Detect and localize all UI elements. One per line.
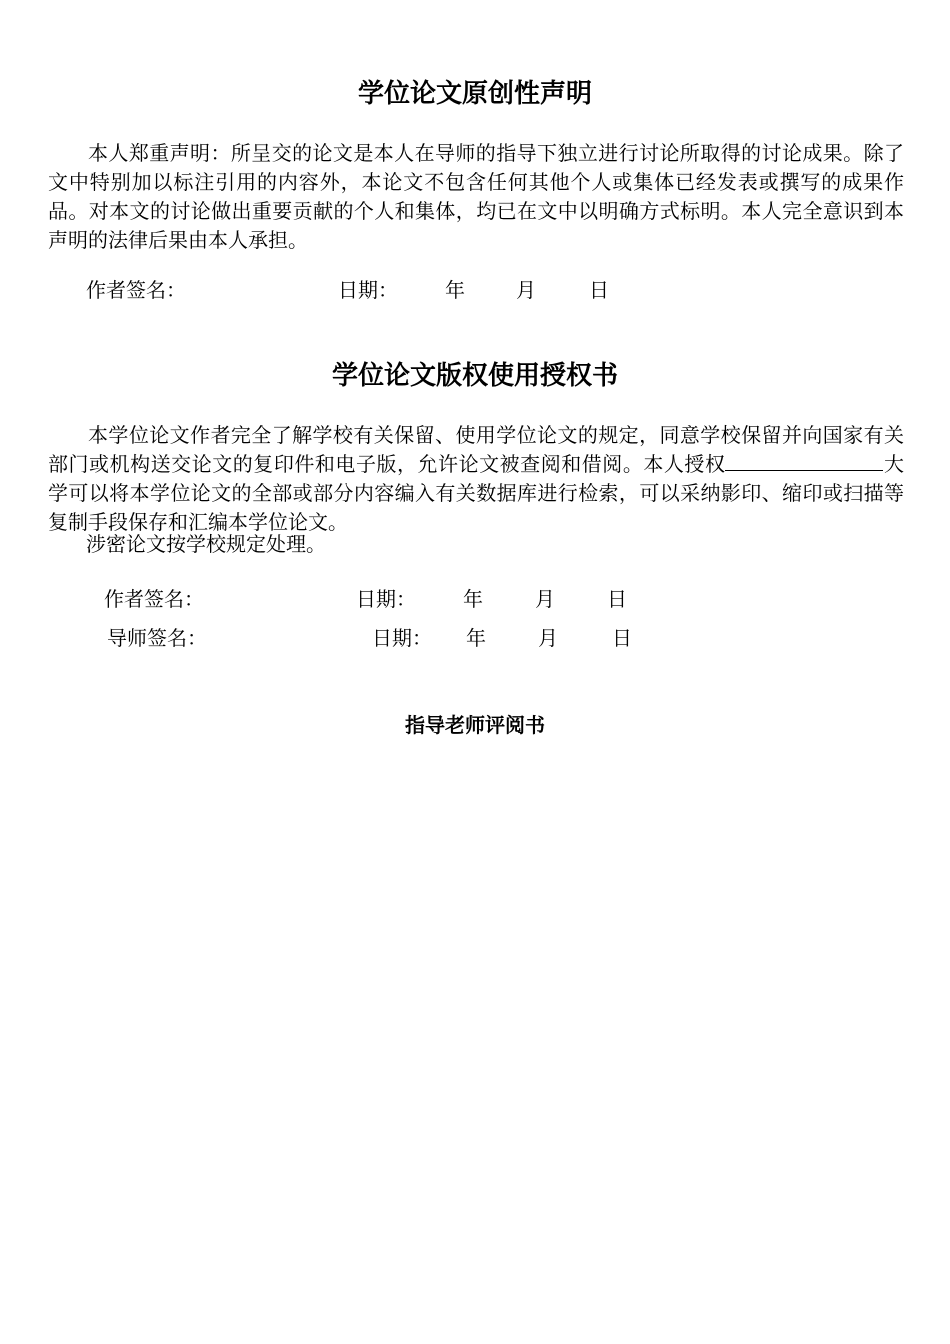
review-title: 指导老师评阅书: [405, 713, 545, 737]
date-label: 日期：: [356, 587, 416, 611]
authorization-body-part2: 大学可以将本学位论文的全部或部分内容编入有关数据库进行检索，可以采纳影印、缩印或扫描等复制手段保存和汇编本学位论文。: [48, 452, 905, 534]
university-blank-line: [725, 450, 883, 471]
day-label: 日: [607, 587, 627, 611]
month-label: 月: [535, 587, 555, 611]
authorization-title: 学位论文版权使用授权书: [331, 361, 618, 391]
authorization-advisor-sign-row: [0, 625, 950, 651]
authorization-body: [48, 421, 904, 537]
day-label: 日: [589, 278, 609, 302]
year-label: 年: [445, 278, 465, 302]
date-label: 日期：: [372, 626, 432, 650]
year-label: 年: [466, 626, 486, 650]
declaration-sign-row: [0, 277, 950, 303]
declaration-title: 学位论文原创性声明: [357, 79, 592, 109]
date-label: 日期：: [338, 278, 398, 302]
secret-note: 涉密论文按学校规定处理。: [86, 532, 326, 556]
advisor-sign-label: 导师签名：: [107, 626, 207, 650]
month-label: 月: [516, 278, 536, 302]
authorization-author-sign-row: [0, 586, 950, 612]
authorization-body-part1: 本学位论文作者完全了解学校有关保留、使用学位论文的规定，同意学校保留并向国家有关部门或机构送交论文的复印件和电子版，允许论文被查阅和借阅。本人授权: [48, 423, 904, 476]
author-sign-label: 作者签名：: [104, 587, 204, 611]
month-label: 月: [538, 626, 558, 650]
year-label: 年: [463, 587, 483, 611]
declaration-body: 本人郑重声明：所呈交的论文是本人在导师的指导下独立进行讨论所取得的讨论成果。除了文中特别加以标注引用的内容外，本论文不包含任何其他个人或集体已经发表或撰写的成果作品。对本文的讨论做出重要贡献的个人和集体，均已在文中以明确方式标明。本人完全意识到本声明的法律后果由本人承担。: [48, 141, 904, 252]
author-sign-label: 作者签名：: [86, 278, 186, 302]
day-label: 日: [612, 626, 632, 650]
